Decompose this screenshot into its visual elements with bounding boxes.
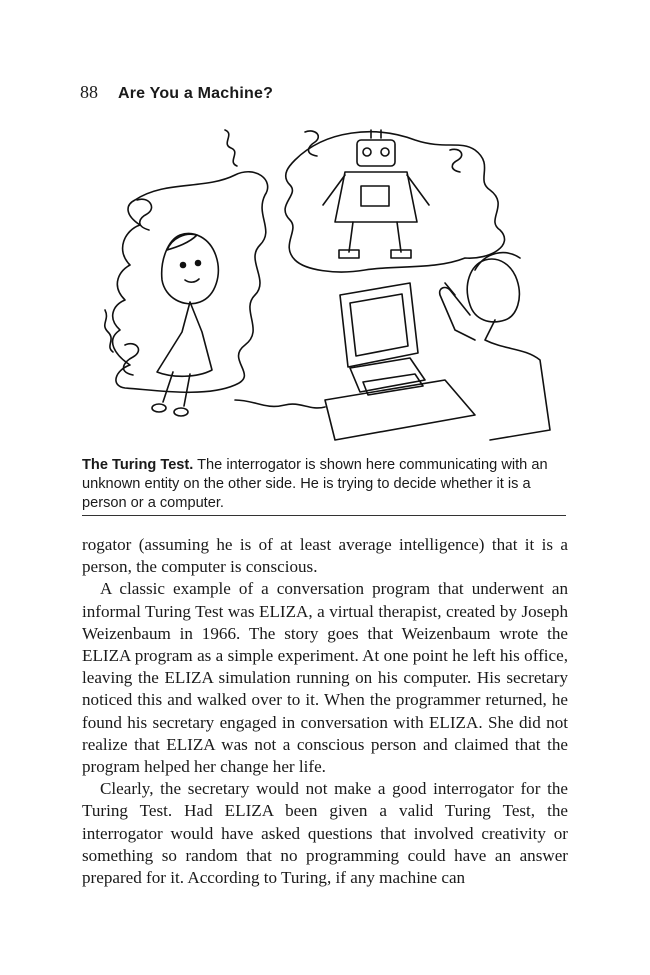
page-number: 88 bbox=[80, 82, 98, 102]
caption-title: The Turing Test. bbox=[82, 457, 194, 473]
man-interrogator bbox=[440, 253, 550, 440]
computer-monitor bbox=[325, 283, 475, 440]
turing-test-illustration bbox=[95, 120, 555, 450]
caption-text: The interrogator is shown here communicating with an unknown entity on the other side. He is trying to decide whether it is a person or a computer. bbox=[82, 457, 548, 511]
squiggle-top bbox=[225, 130, 237, 166]
squiggle-left bbox=[105, 310, 113, 352]
running-title: Are You a Machine? bbox=[118, 85, 274, 102]
squiggle-bottom bbox=[235, 400, 325, 408]
page-header bbox=[80, 82, 273, 103]
paragraph-2: A classic example of a conversation program that underwent an informal Turing Test was ELIZA, a virtual therapist, created by Joseph Weizenbaum in 1966. The story goes that Weizenbaum wrote the ELIZA program as a simple experiment. At one point he left his office, leaving the ELIZA simulation running on his computer. His secretary noticed this and walked over to it. When the programmer returned, he found his secretary engaged in conversation with ELIZA. She did not realize that ELIZA was not a conscious person and claimed that the program helped her change her life. bbox=[82, 579, 568, 777]
paragraph-3: Clearly, the secretary would not make a good interrogator for the Turing Test. Had ELIZA been given a valid Turing Test, the interrogator would have asked questions that involved creativity or something so random that no programming could have an answer prepared for it. According to Turing, if any machine can bbox=[82, 779, 568, 888]
body-text bbox=[82, 534, 568, 889]
figure-caption bbox=[82, 456, 566, 516]
robot-figure bbox=[323, 130, 429, 258]
girl-figure bbox=[152, 234, 218, 416]
paragraph-1: rogator (assuming he is of at least average intelligence) that it is a person, the computer is conscious. bbox=[82, 535, 568, 577]
